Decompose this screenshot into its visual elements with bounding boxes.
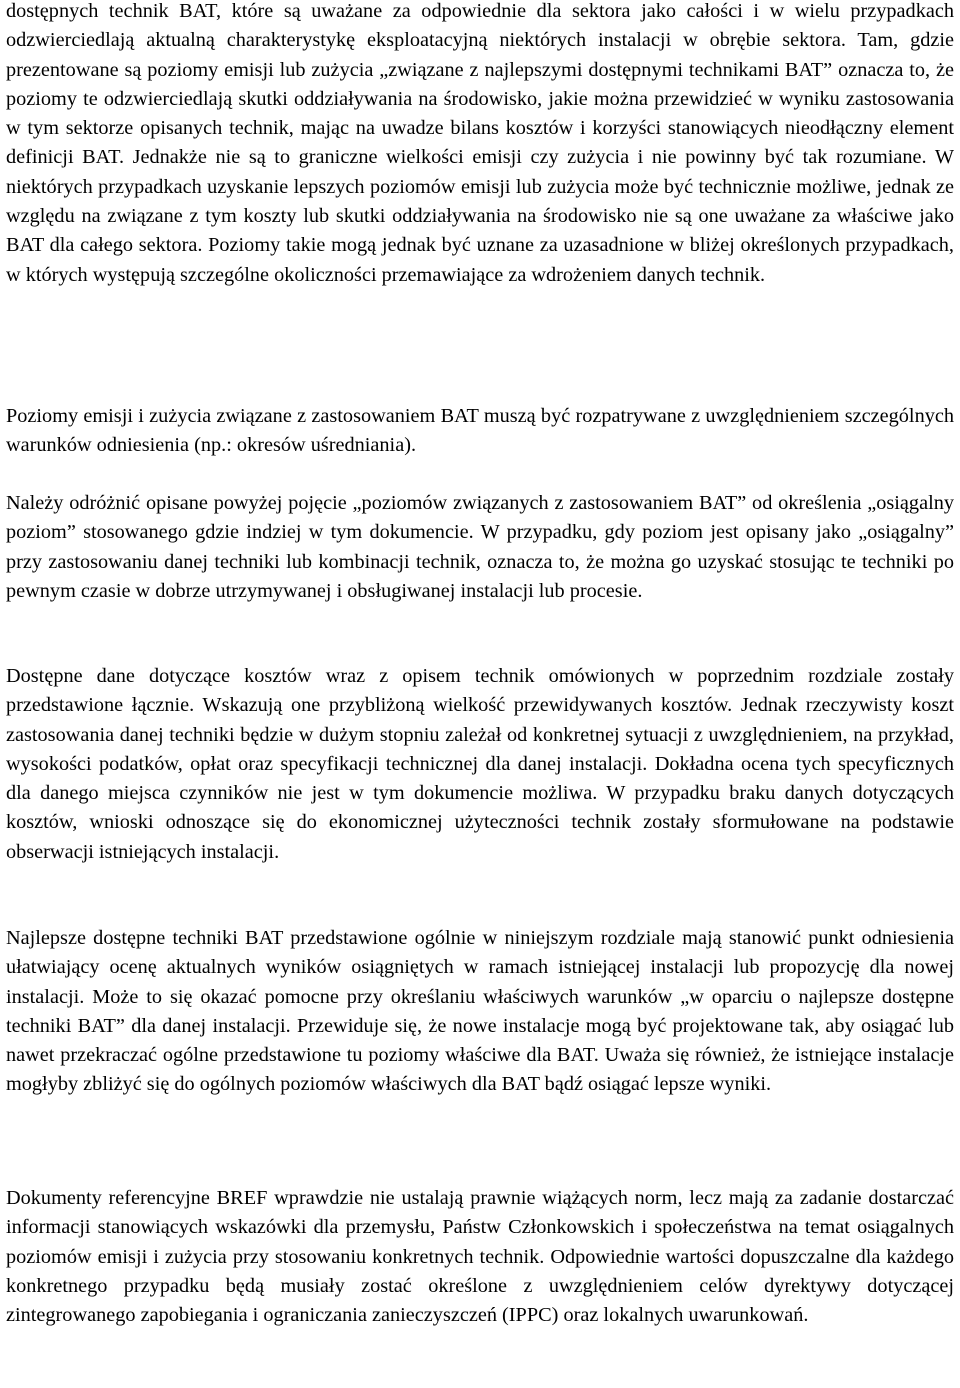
paragraph-bat-levels-definition bbox=[6, 0, 954, 290]
sentence: Najlepsze dostępne techniki BAT przedstawione ogólnie w niniejszym rozdziale mają stanowić punkt odniesienia ułatwiający ocenę aktualnych wyników osiągniętych w ramach istniejącej instalacji lub propozycję dla nowej instalacji. bbox=[6, 927, 954, 1008]
sentence: Uważa się również, że istniejące instalacje mogłyby zbliżyć się do ogólnych poziomów właściwych dla BAT bądź osiągać lepsze wyniki. bbox=[6, 1044, 954, 1096]
sentence: Odpowiednie wartości dopuszczalne dla każdego konkretnego przypadku będą musiały zostać określone z uwzględnieniem celów dyrektywy dotyczącej zintegrowanego zapobiegania i ograniczania zanieczyszczeń (IPPC) oraz lokalnych uwarunkowań. bbox=[6, 1245, 954, 1327]
sentence: Należy odróżnić opisane powyżej pojęcie „poziomów związanych z zastosowaniem BAT” od określenia „osiągalny poziom” stosowanego gdzie indziej w tym dokumencie. bbox=[6, 492, 954, 544]
sentence: Tam, gdzie prezentowane są poziomy emisji lub zużycia „związane z najlepszymi dostępnymi technikami BAT” oznacza to, że poziomy te odzwierciedlają skutki oddziaływania na środowisko, jakie można przewidzieć w wyniku zastosowania w tym sektorze opisanych technik, mając na uwadze bilans kosztów i korzyści stanowiących nieodłączny element definicji BAT. bbox=[6, 29, 954, 169]
sentence: Dokładna ocena tych specyficznych dla danego miejsca czynników nie jest w tym dokumencie możliwa. bbox=[6, 752, 954, 805]
paragraph-bref-documents bbox=[6, 1184, 954, 1330]
sentence: Jednakże nie są to graniczne wielkości emisji czy zużycia i nie powinny być tak rozumiane. bbox=[132, 146, 927, 169]
sentence: dostępnych technik BAT, które są uważane za odpowiednie dla sektora jako całości i w wielu przypadkach odzwierciedlają aktualną charakterystykę eksploatacyjną niektórych instalacji w obrębie sektora. bbox=[6, 0, 954, 52]
sentence: W przypadku, gdy poziom jest opisany jako „osiągalny” przy zastosowaniu danej techniki lub kombinacji technik, oznacza to, że można go uzyskać stosując te techniki po pewnym czasie w dobrze utrzymywanej i obsługiwanej instalacji lub procesie. bbox=[6, 521, 954, 602]
paragraph-cost-data bbox=[6, 662, 954, 867]
paragraph-bat-reference-point bbox=[6, 924, 954, 1100]
sentence: Dostępne dane dotyczące kosztów wraz z opisem technik omówionych w poprzednim rozdziale zostały przedstawione łącznie. bbox=[6, 665, 954, 717]
sentence: W niektórych przypadkach uzyskanie lepszych poziomów emisji lub zużycia może być technicznie możliwe, jednak ze względu na związane z tym koszty lub skutki oddziaływania na środowisko nie są one uważane za właściwe jako BAT dla całego sektora. bbox=[6, 146, 954, 257]
sentence: Dokumenty referencyjne BREF wprawdzie nie ustalają prawnie wiążących norm, lecz mają za zadanie dostarczać informacji stanowiących wskazówki dla przemysłu, Państw Członkowskich i społeczeństwa na temat osiągalnych poziomów emisji i zużycia przy stosowaniu konkretnych technik. bbox=[6, 1187, 954, 1268]
sentence: Poziomy takie mogą jednak być uznane za uzasadnione w bliżej określonych przypadkach, w których występują szczególne okoliczności przemawiające za wdrożeniem danych technik. bbox=[6, 234, 954, 286]
sentence: W przypadku braku danych dotyczących kosztów, wnioski odnoszące się do ekonomicznej użyteczności technik zostały sformułowane na podstawie obserwacji istniejących instalacji. bbox=[6, 782, 954, 863]
sentence: Przewiduje się, że nowe instalacje mogą być projektowane tak, aby osiągać lub nawet przekraczać ogólne przedstawione tu poziomy właściwe dla BAT. bbox=[6, 1014, 954, 1067]
sentence: Wskazują one przybliżoną wielkość przewidywanych kosztów. bbox=[202, 694, 733, 717]
sentence: Jednak rzeczywisty koszt zastosowania danej techniki będzie w dużym stopniu zależał od konkretnej sytuacji z uwzględnieniem, na przykład, wysokości podatków, opłat oraz specyfikacji technicznej dla danej instalacji. bbox=[6, 694, 954, 775]
sentence: Poziomy emisji i zużycia związane z zastosowaniem BAT muszą być rozpatrywane z uwzględnieniem szczególnych warunków odniesienia (np.: okresów uśredniania). bbox=[6, 405, 954, 457]
sentence: Może to się okazać pomocne przy określaniu właściwych warunków „w oparciu o najlepsze dostępne techniki BAT” dla danej instalacji. bbox=[6, 985, 954, 1037]
paragraph-achievable-level bbox=[6, 489, 954, 606]
paragraph-reference-conditions bbox=[6, 402, 954, 461]
